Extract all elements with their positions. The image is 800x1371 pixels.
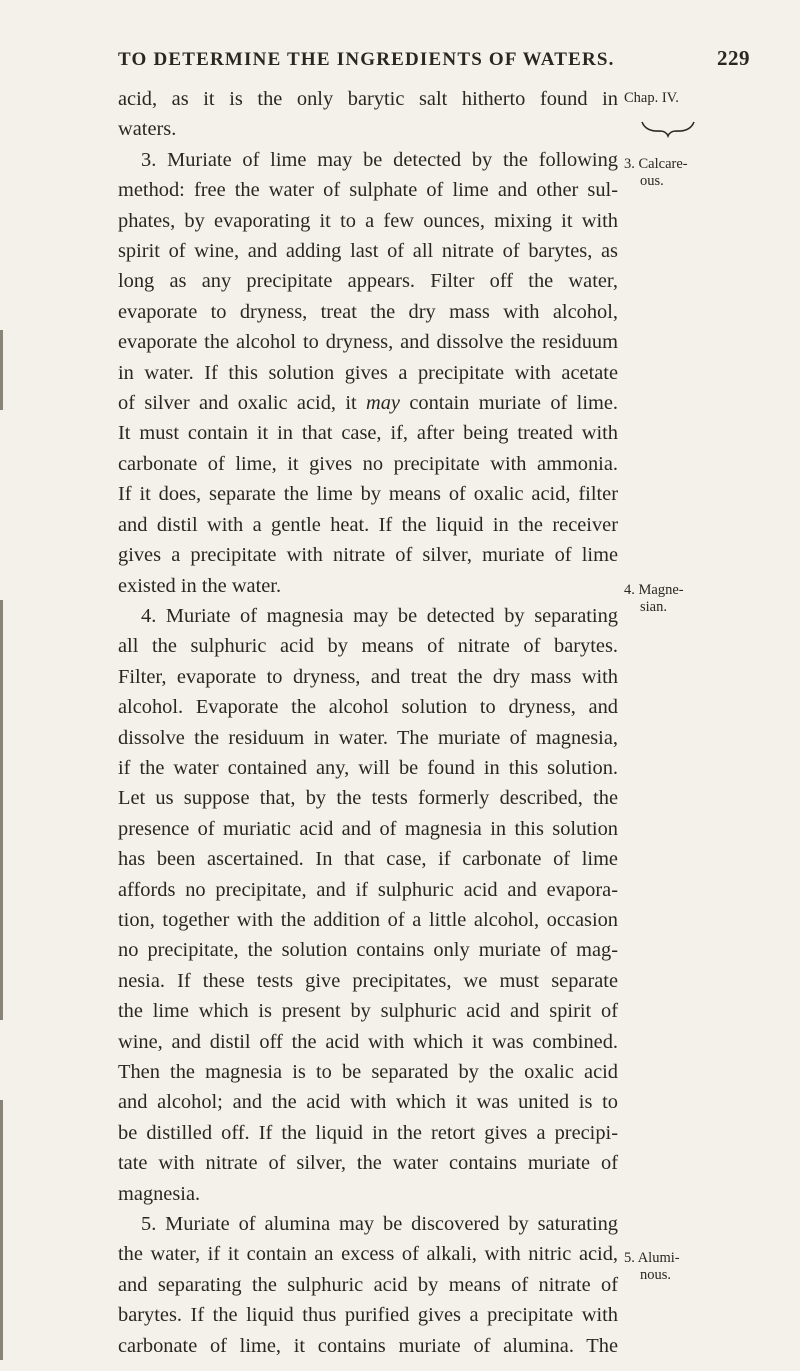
page-edge-shadow [0,600,3,1020]
text-line: 5. Muriate of alumina may be discovered by saturating [141,1213,618,1236]
text-line: 4. Muriate of magnesia may be detected by separating [141,604,618,627]
text-line: 3. Muriate of lime may be detected by the following [141,148,618,171]
text-line: wine, and distil off the acid with which it was combined. [118,1030,618,1053]
body-text [118,84,618,1361]
text-line: Then the magnesia is to be separated by the oxalic acid [118,1061,618,1083]
text-line: tate with nitrate of silver, the water contains muriate of [118,1152,618,1175]
margin-note-calcareous [624,156,784,190]
text-line: Let us suppose that, by the tests formerly described, the [118,787,618,810]
text-line: phates, by evaporating it to a few ounces, mixing it with [118,209,618,232]
margin-note-line: ous. [640,173,664,189]
text-line: carbonate of lime, it gives no precipitate with ammonia. [118,452,618,475]
text-segment: contain muriate of lime. [400,392,618,415]
text-line: gives a precipitate with nitrate of silver, muriate of lime [118,544,618,567]
text-line: affords no precipitate, and if sulphuric acid and evapora- [118,878,618,901]
page-edge-shadow [0,1100,3,1360]
text-line: and distil with a gentle heat. If the liquid in the receiver [118,513,618,536]
text-line: evaporate to dryness, treat the dry mass with alcohol, [118,300,618,323]
text-line: waters. [118,118,177,141]
text-line: no precipitate, the solution contains only muriate of mag- [118,939,618,962]
margin-note-magnesian [624,582,784,616]
text-line: alcohol. Evaporate the alcohol solution to dryness, and [118,696,618,719]
text-line: barytes. If the liquid thus purified gives a precipitate with [118,1304,618,1327]
text-line: and separating the sulphuric acid by means of nitrate of [118,1273,618,1296]
text-line: long as any precipitate appears. Filter off the water, [118,270,618,293]
margin-note-line: sian. [640,599,667,615]
text-line: evaporate the alcohol to dryness, and dissolve the residuum [118,331,618,354]
running-title: TO DETERMINE THE INGREDIENTS OF WATERS. [118,49,615,70]
page-number: 229 [717,46,750,70]
text-line: if the water contained any, will be found in this solution. [118,756,618,779]
page-edge-shadow [0,330,3,410]
text-line: If it does, separate the lime by means of oxalic acid, filter [118,483,618,506]
text-line: all the sulphuric acid by means of nitrate of barytes. [118,635,618,658]
text-line: carbonate of lime, it contains muriate of alumina. The [118,1334,618,1357]
text-line: existed in the water. [118,574,282,597]
text-line: nesia. If these tests give precipitates, we must separate [118,969,618,992]
margin-note-aluminous [624,1250,784,1284]
brace-ornament [640,120,696,138]
text-segment: of silver and oxalic acid, it [118,392,367,415]
text-line: the water, if it contain an excess of alkali, with nitric acid, [118,1243,618,1266]
text-line: method: free the water of sulphate of lime and other sul- [118,179,618,202]
margin-note-line: 5. Alumi- [624,1250,680,1266]
text-line: the lime which is present by sulphuric acid and spirit of [118,1000,618,1023]
text-line: tion, together with the addition of a little alcohol, occasion [118,908,618,931]
margin-note-line: 4. Magne- [624,582,684,598]
text-line: presence of muriatic acid and of magnesia in this solution [118,817,618,840]
text-line: acid, as it is the only barytic salt hitherto found in [118,88,618,110]
text-line: be distilled off. If the liquid in the retort gives a precipi- [118,1121,618,1144]
text-line [118,388,618,418]
margin-note-line: 3. Calcare- [624,156,688,172]
text-line: It must contain it in that case, if, after being treated with [118,422,618,445]
text-line: dissolve the residuum in water. The muriate of magnesia, [118,726,618,749]
text-line: magnesia. [118,1182,201,1205]
text-line: Filter, evaporate to dryness, and treat the dry mass with [118,665,618,688]
text-line: and alcohol; and the acid with which it was united is to [118,1091,618,1114]
italic-emphasis: may [366,392,400,415]
text-line: has been ascertained. In that case, if carbonate of lime [118,848,618,871]
text-line: spirit of wine, and adding last of all nitrate of barytes, as [118,240,618,263]
page-header [118,46,750,71]
text-line: in water. If this solution gives a precipitate with acetate [118,361,618,384]
margin-note-line: nous. [640,1267,672,1283]
margin-chapter: Chap. IV. [624,90,679,106]
